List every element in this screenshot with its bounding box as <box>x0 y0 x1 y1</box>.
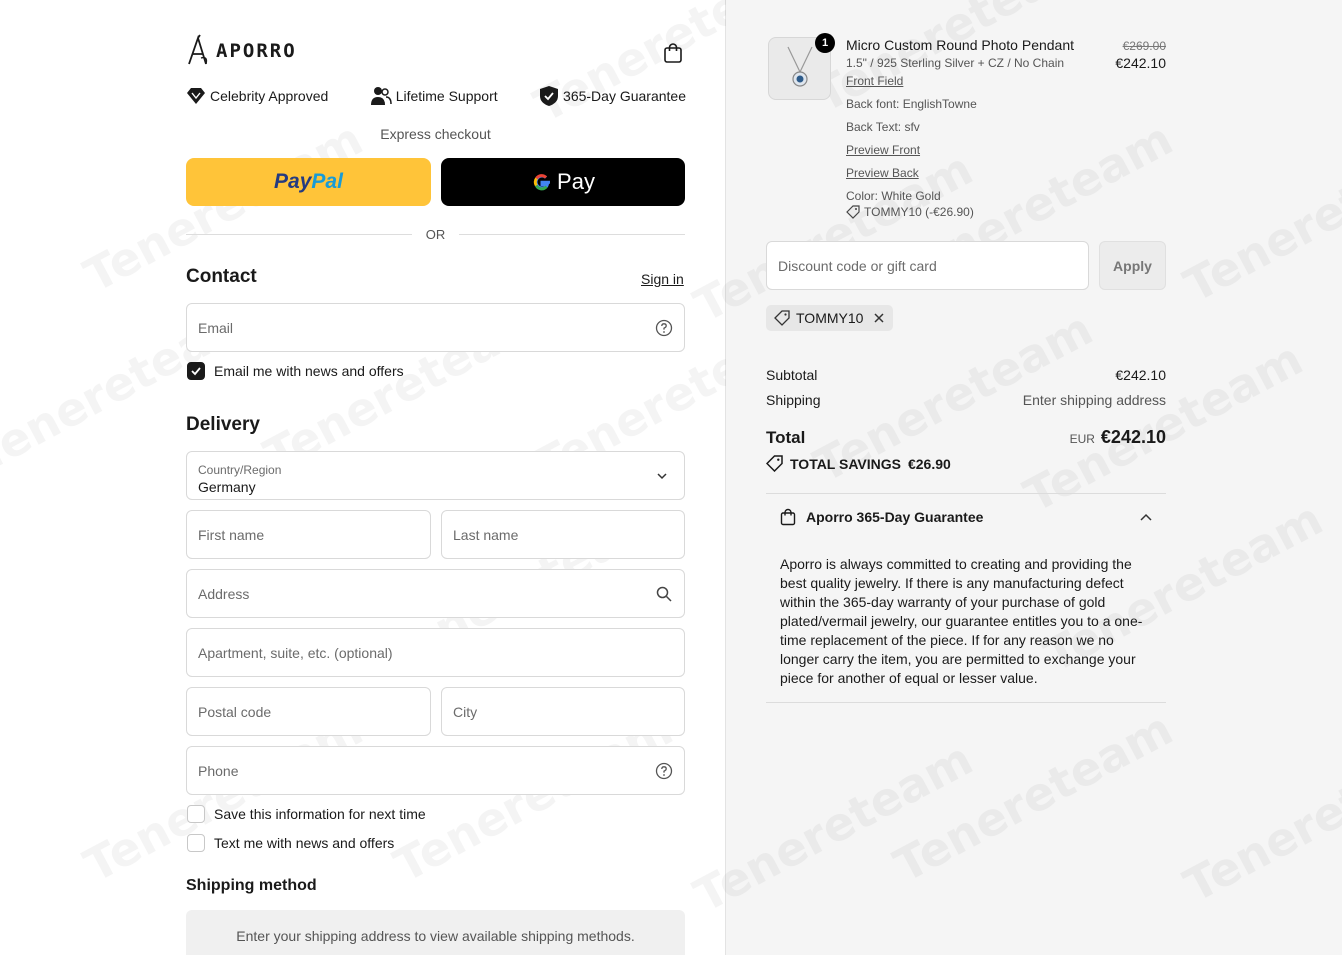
email-placeholder: Email <box>198 319 234 336</box>
last-name-placeholder: Last name <box>453 526 519 543</box>
shipping-value: Enter shipping address <box>1022 392 1166 408</box>
country-value: Germany <box>198 478 256 495</box>
phone-field[interactable] <box>186 746 685 795</box>
shopping-bag-icon <box>780 508 796 526</box>
address-placeholder: Address <box>198 585 250 602</box>
help-icon[interactable] <box>655 762 673 780</box>
badge-label: Celebrity Approved <box>210 88 329 104</box>
newsletter-checkbox[interactable] <box>187 362 205 380</box>
help-icon[interactable] <box>655 319 673 337</box>
brand-logo[interactable] <box>186 34 297 68</box>
discount-placeholder: Discount code or gift card <box>778 257 937 274</box>
divider-line <box>186 234 412 235</box>
first-name-placeholder: First name <box>198 526 265 543</box>
postal-code-placeholder: Postal code <box>198 703 272 720</box>
shipping-method-message: Enter your shipping address to view available shipping methods. <box>236 928 635 944</box>
badge-guarantee <box>539 85 686 107</box>
country-label: Country/Region <box>198 462 282 477</box>
item-discount-label: TOMMY10 (-€26.90) <box>864 205 974 219</box>
total-label: Total <box>766 428 806 447</box>
product-color: Color: White Gold <box>846 189 941 203</box>
product-variant: 1.5" / 925 Sterling Silver + CZ / No Chain <box>846 56 1065 70</box>
chevron-down-icon <box>656 472 668 480</box>
badge-celebrity <box>186 85 328 107</box>
apply-button[interactable]: Apply <box>1099 241 1166 290</box>
close-icon[interactable] <box>873 312 885 324</box>
or-label: OR <box>425 227 446 242</box>
or-divider <box>186 227 685 242</box>
price-final: €242.10 <box>1115 55 1166 71</box>
diamond-icon <box>186 87 206 105</box>
delivery-heading: Delivery <box>186 414 260 435</box>
address-field[interactable] <box>186 569 685 618</box>
quantity-badge: 1 <box>815 33 835 53</box>
back-text: Back Text: sfv <box>846 120 920 134</box>
city-field[interactable] <box>441 687 685 736</box>
total-value: €242.10 <box>1100 427 1166 447</box>
total-savings <box>766 455 951 472</box>
express-checkout-title: Express checkout <box>380 126 491 142</box>
shipping-label: Shipping <box>766 392 821 408</box>
chevron-up-icon <box>1139 513 1153 522</box>
shield-check-icon <box>539 85 559 107</box>
currency-code: EUR <box>1069 432 1095 446</box>
text-offers-option[interactable] <box>187 834 394 852</box>
gpay-label: Pay <box>557 169 595 194</box>
tag-icon <box>846 205 860 219</box>
newsletter-label: Email me with news and offers <box>214 363 404 379</box>
preview-back-link[interactable]: Preview Back <box>846 166 919 180</box>
discount-code-input[interactable] <box>766 241 1089 290</box>
google-pay-button[interactable] <box>441 158 685 206</box>
shipping-method-heading: Shipping method <box>186 877 317 894</box>
phone-placeholder: Phone <box>198 762 239 779</box>
badge-lifetime-support <box>370 85 498 107</box>
divider <box>766 702 1166 703</box>
text-offers-label: Text me with news and offers <box>214 835 395 851</box>
divider <box>766 493 1166 494</box>
shipping-row <box>766 392 1166 408</box>
divider-line <box>459 234 685 235</box>
savings-value: €26.90 <box>907 455 951 472</box>
savings-label: TOTAL SAVINGS <box>790 455 901 472</box>
shopping-bag-icon[interactable] <box>661 41 685 65</box>
paypal-logo-part: Pay <box>274 170 312 193</box>
guarantee-accordion-toggle[interactable] <box>780 508 1153 526</box>
save-info-label: Save this information for next time <box>214 806 426 822</box>
apartment-placeholder: Apartment, suite, etc. (optional) <box>198 644 393 661</box>
save-info-option[interactable] <box>187 805 426 823</box>
last-name-field[interactable] <box>441 510 685 559</box>
paypal-logo-part: Pal <box>311 170 343 193</box>
paypal-button[interactable] <box>186 158 431 206</box>
subtotal-value: €242.10 <box>1115 367 1166 383</box>
tag-icon <box>774 310 790 326</box>
order-summary-panel <box>726 0 1342 955</box>
logo-mark-icon <box>186 34 212 68</box>
guarantee-title: Aporro 365-Day Guarantee <box>806 509 984 525</box>
subtotal-row <box>766 367 1166 383</box>
newsletter-option[interactable] <box>187 362 404 380</box>
subtotal-label: Subtotal <box>766 367 818 383</box>
sign-in-link[interactable]: Sign in <box>641 271 684 287</box>
total-row <box>766 427 1166 448</box>
front-field-link[interactable]: Front Field <box>846 74 904 88</box>
applied-code: TOMMY10 <box>796 310 864 326</box>
preview-front-link[interactable]: Preview Front <box>846 143 921 157</box>
back-font: Back font: EnglishTowne <box>846 97 977 111</box>
email-field[interactable] <box>186 303 685 352</box>
price-original: €269.00 <box>1122 39 1166 53</box>
postal-code-field[interactable] <box>186 687 431 736</box>
search-icon <box>655 585 673 603</box>
product-name: Micro Custom Round Photo Pendant <box>846 37 1075 53</box>
badge-label: Lifetime Support <box>395 88 498 104</box>
country-select[interactable] <box>186 451 685 500</box>
item-discount <box>846 205 974 219</box>
check-icon <box>190 365 202 377</box>
first-name-field[interactable] <box>186 510 431 559</box>
badge-label: 365-Day Guarantee <box>563 88 686 104</box>
users-icon <box>370 85 392 107</box>
contact-heading: Contact <box>186 266 257 287</box>
guarantee-description: Aporro is always committed to creating and providing the best quality jewelry. If there is any manufacturing defect within the 365-day warranty of your purchase of gold plated/vermail jewelry, our guarantee entitles you to a one-time replacement of the piece. If for any reason we no longer carry the item, you are permitted to exchange your piece for another of equal or lesser value. <box>780 556 1143 686</box>
pendant-image <box>785 46 815 92</box>
brand-name: APORRO <box>216 40 297 62</box>
trust-badges <box>186 85 686 107</box>
save-info-checkbox[interactable] <box>187 805 205 823</box>
shipping-method-notice <box>186 910 685 955</box>
apartment-field[interactable] <box>186 628 685 677</box>
city-placeholder: City <box>453 703 478 720</box>
applied-discount-chip <box>766 305 893 331</box>
text-offers-checkbox[interactable] <box>187 834 205 852</box>
google-g-icon <box>531 171 553 193</box>
tag-icon <box>766 455 783 472</box>
